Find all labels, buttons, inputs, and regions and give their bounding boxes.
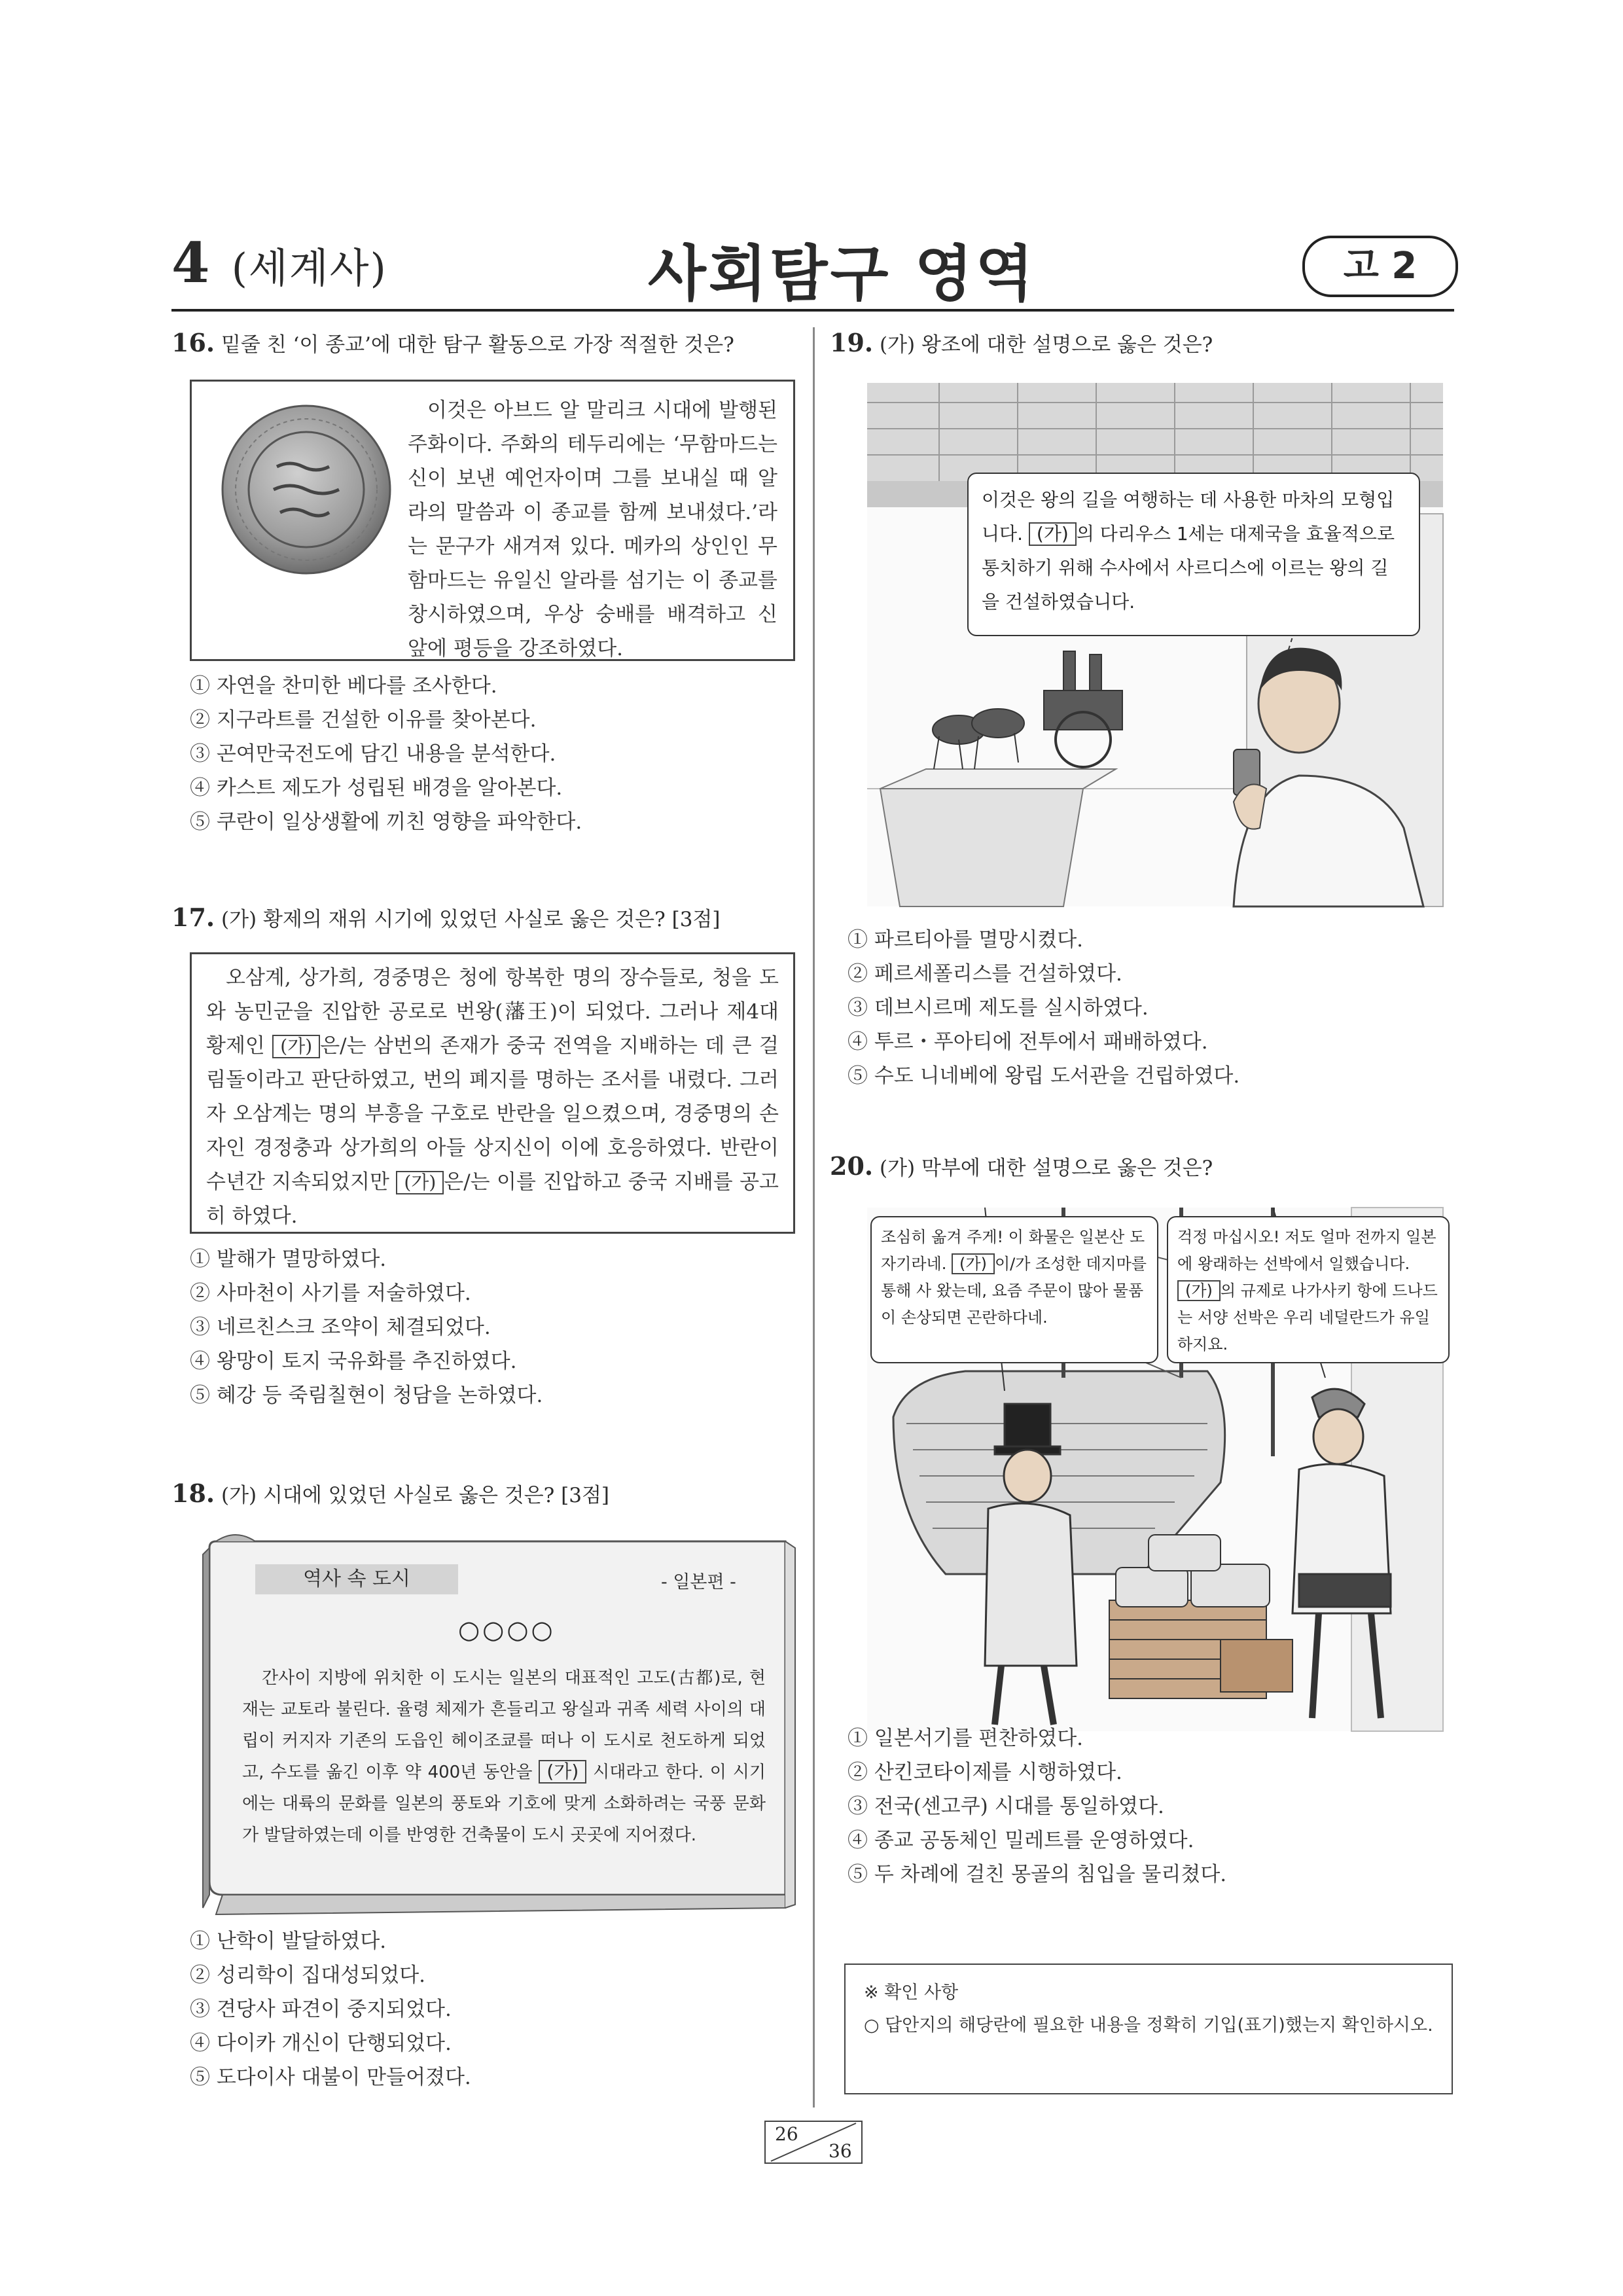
q18-option-1[interactable]: ① 난학이 발달하였다. [190,1929,387,1953]
q18-passage-part2: 시대라고 한다. 이 시기에는 대륙의 문화를 일본의 풍토와 기호에 맞게 소화하려는 국풍 문화가 발달하였는데 이를 반영한 건축물이 도시 곳곳에 지어졌다. [242,1763,766,1845]
q16-text: 밑줄 친 ‘이 종교’에 대한 탐구 활동으로 가장 적절한 것은? [221,333,734,357]
q16-option-4[interactable]: ④ 카스트 제도가 성립된 배경을 알아본다. [190,776,563,800]
q17-passage-part3: 은/는 이를 진압하고 중국 지배를 공고히 하였다. [206,1170,779,1228]
q19-option-3[interactable]: ③ 데브시르메 제도를 실시하였다. [847,996,1149,1020]
q16-options [190,669,582,839]
q16-option-1[interactable]: ① 자연을 찬미한 베다를 조사한다. [190,674,497,698]
q16-option-3[interactable]: ③ 곤여만국전도에 담긴 내용을 분석한다. [190,742,556,766]
q20-right-bubble-part1: 걱정 마십시오! 저도 얼마 전까지 일본에 왕래하는 선박에서 일했습니다. [1177,1228,1436,1273]
q19-blank: (가) [1029,522,1077,546]
q18-option-3[interactable]: ③ 견당사 파견이 중지되었다. [190,1998,452,2021]
q20-option-3[interactable]: ③ 전국(센고쿠) 시대를 통일하였다. [847,1795,1164,1818]
q19-number: 19. [830,328,874,357]
q18-number: 18. [171,1479,215,1508]
q19-option-5[interactable]: ⑤ 수도 니네베에 왕립 도서관을 건립하였다. [847,1064,1240,1088]
q18-passage [242,1662,766,1851]
q16-option-2[interactable]: ② 지구라트를 건설한 이유를 찾아본다. [190,708,537,732]
grade-badge: 고 2 [1302,236,1458,297]
q19-option-1[interactable]: ① 파르티아를 멸망시켰다. [847,928,1084,952]
q18-question [171,1479,800,1510]
q19-speech-bubble [967,473,1420,636]
q20-left-blank: (가) [952,1253,995,1274]
q17-option-2[interactable]: ② 사마천이 사기를 저술하였다. [190,1282,471,1305]
q17-text: (가) 황제의 재위 시기에 있었던 사실로 옳은 것은? [3점] [221,908,721,931]
page-title: 사회탐구 영역 [648,239,1037,309]
q20-option-4[interactable]: ④ 종교 공동체인 밀레트를 운영하였다. [847,1829,1194,1852]
q18-option-4[interactable]: ④ 다이카 개신이 단행되었다. [190,2032,452,2055]
q19-options [847,923,1240,1093]
q18-passage-part1: 간사이 지방에 위치한 이 도시는 일본의 대표적인 고도(古都)로, 현재는 교토라 불린다. 율령 체제가 흔들리고 왕실과 귀족 세력 사이의 대립이 커지자 기존의 도읍인 헤이조쿄를 떠나 이 도시로 천도하게 되었고, 수도를 옮긴 이후 약 400년 동안을 [242,1668,766,1782]
page-number: 4 [171,230,211,295]
q19-text: (가) 왕조에 대한 설명으로 옳은 것은? [879,333,1213,357]
q20-option-1[interactable]: ① 일본서기를 편찬하였다. [847,1727,1084,1750]
book-label: 역사 속 도시 [255,1564,458,1594]
q18-blank: (가) [539,1760,586,1784]
q20-right-bubble-part2: 의 규제로 나가사키 항에 드나드는 서양 선박은 우리 네덜란드가 유일하지요. [1177,1282,1438,1354]
q18-option-2[interactable]: ② 성리학이 집대성되었다. [190,1964,426,1987]
q19-question [830,329,1458,359]
q17-blank-1: (가) [272,1035,320,1058]
q19-bubble-part1: 이것은 왕의 길을 여행하는 데 사용한 마차의 모형입니다. [982,489,1395,545]
q17-number: 17. [171,903,215,932]
header-rule [171,309,1454,312]
q20-question [830,1152,1458,1183]
q18-options [190,1924,471,2094]
q16-question [171,329,800,359]
q20-left-bubble-part1: 조심히 옮겨 주게! 이 화물은 일본산 도자기라네. [881,1228,1145,1273]
notice-title: ※ 확인 사항 [864,1982,959,2003]
q20-options [847,1721,1226,1892]
column-divider [813,327,815,2108]
q20-option-2[interactable]: ② 산킨코타이제를 시행하였다. [847,1761,1122,1784]
q17-question [171,903,800,934]
q17-passage-box [190,952,795,1234]
q20-left-bubble-part2: 이/가 조성한 데지마를 통해 사 왔는데, 요즘 주문이 많아 물품이 손상되면 곤란하다네. [881,1255,1147,1327]
q20-option-5[interactable]: ⑤ 두 차례에 걸친 몽골의 침입을 물리쳤다. [847,1863,1227,1886]
q20-right-blank: (가) [1177,1280,1221,1301]
q19-bubble-part2: 의 다리우스 1세는 대제국을 효율적으로 통치하기 위해 수사에서 사르디스에 이르는 왕의 길을 건설하였습니다. [982,523,1395,613]
notice-box [844,1964,1453,2094]
q16-option-5[interactable]: ⑤ 쿠란이 일상생활에 끼친 영향을 파악한다. [190,810,582,834]
total-pages: 36 [829,2140,852,2162]
q16-number: 16. [171,328,215,357]
notice-text: ○ 답안지의 해당란에 필요한 내용을 정확히 기입(표기)했는지 확인하시오. [864,2015,1433,2036]
coin-image [218,401,395,578]
q17-option-1[interactable]: ① 발해가 멸망하였다. [190,1247,387,1271]
q16-passage: 이것은 아브드 알 말리크 시대에 발행된 주화이다. 주화의 테두리에는 ‘무함마드는 신이 보낸 예언자이며 그를 보내실 때 알라의 말씀과 이 종교를 함께 보내셨다.’라는 문구가 새겨져 있다. 메카의 상인인 무함마드는 유일신 알라를 섬기는 이 종교를 창시하였으며, 우상 숭배를 배격하고 신 앞에 평등을 강조하였다. [408,399,777,660]
page-counter [764,2121,863,2164]
q20-right-speech-bubble [1167,1216,1450,1363]
current-page: 26 [775,2123,798,2145]
q20-left-speech-bubble [870,1216,1158,1363]
museum-illustration [867,383,1443,906]
q17-option-4[interactable]: ④ 왕망이 토지 국유화를 추진하였다. [190,1350,517,1373]
q18-option-5[interactable]: ⑤ 도다이사 대불이 만들어졌다. [190,2066,471,2089]
subject-label: (세계사) [231,244,387,292]
book-title: ○○○○ [458,1615,556,1644]
q17-option-5[interactable]: ⑤ 혜강 등 죽림칠현이 청담을 논하였다. [190,1384,543,1407]
q20-text: (가) 막부에 대한 설명으로 옳은 것은? [879,1157,1213,1180]
q17-passage-part1: 오삼계, 상가희, 경중명은 청에 항복한 명의 장수들로, 청을 도와 농민군을 진압한 공로로 번왕(藩王)이 되었다. 그러나 제4대 황제인 [206,966,779,1058]
book-edition: - 일본편 - [661,1572,736,1592]
q16-passage-top [408,393,777,660]
q17-blank-2: (가) [396,1171,444,1194]
q18-text: (가) 시대에 있었던 사실로 옳은 것은? [3점] [221,1484,610,1507]
q19-option-2[interactable]: ② 페르세폴리스를 건설하였다. [847,962,1122,986]
q16-passage-box [190,380,795,661]
q20-number: 20. [830,1151,874,1181]
q17-options [190,1242,543,1412]
q19-option-4[interactable]: ④ 투르・푸아티에 전투에서 패배하였다. [847,1030,1208,1054]
q17-passage-part2: 은/는 삼번의 존재가 중국 전역을 지배하는 데 큰 걸림돌이라고 판단하였고, 번의 폐지를 명하는 조서를 내렸다. 그러자 오삼계는 명의 부흥을 구호로 반란을 일으켰으며, 경중명의 손자인 경정충과 상가희의 아들 상지신이 이에 호응하였다. 반란이 수년간 지속되었지만 [206,1034,779,1194]
q17-option-3[interactable]: ③ 네르친스크 조약이 체결되었다. [190,1316,491,1339]
page-subject-header [171,230,387,295]
q17-passage [206,961,779,1233]
